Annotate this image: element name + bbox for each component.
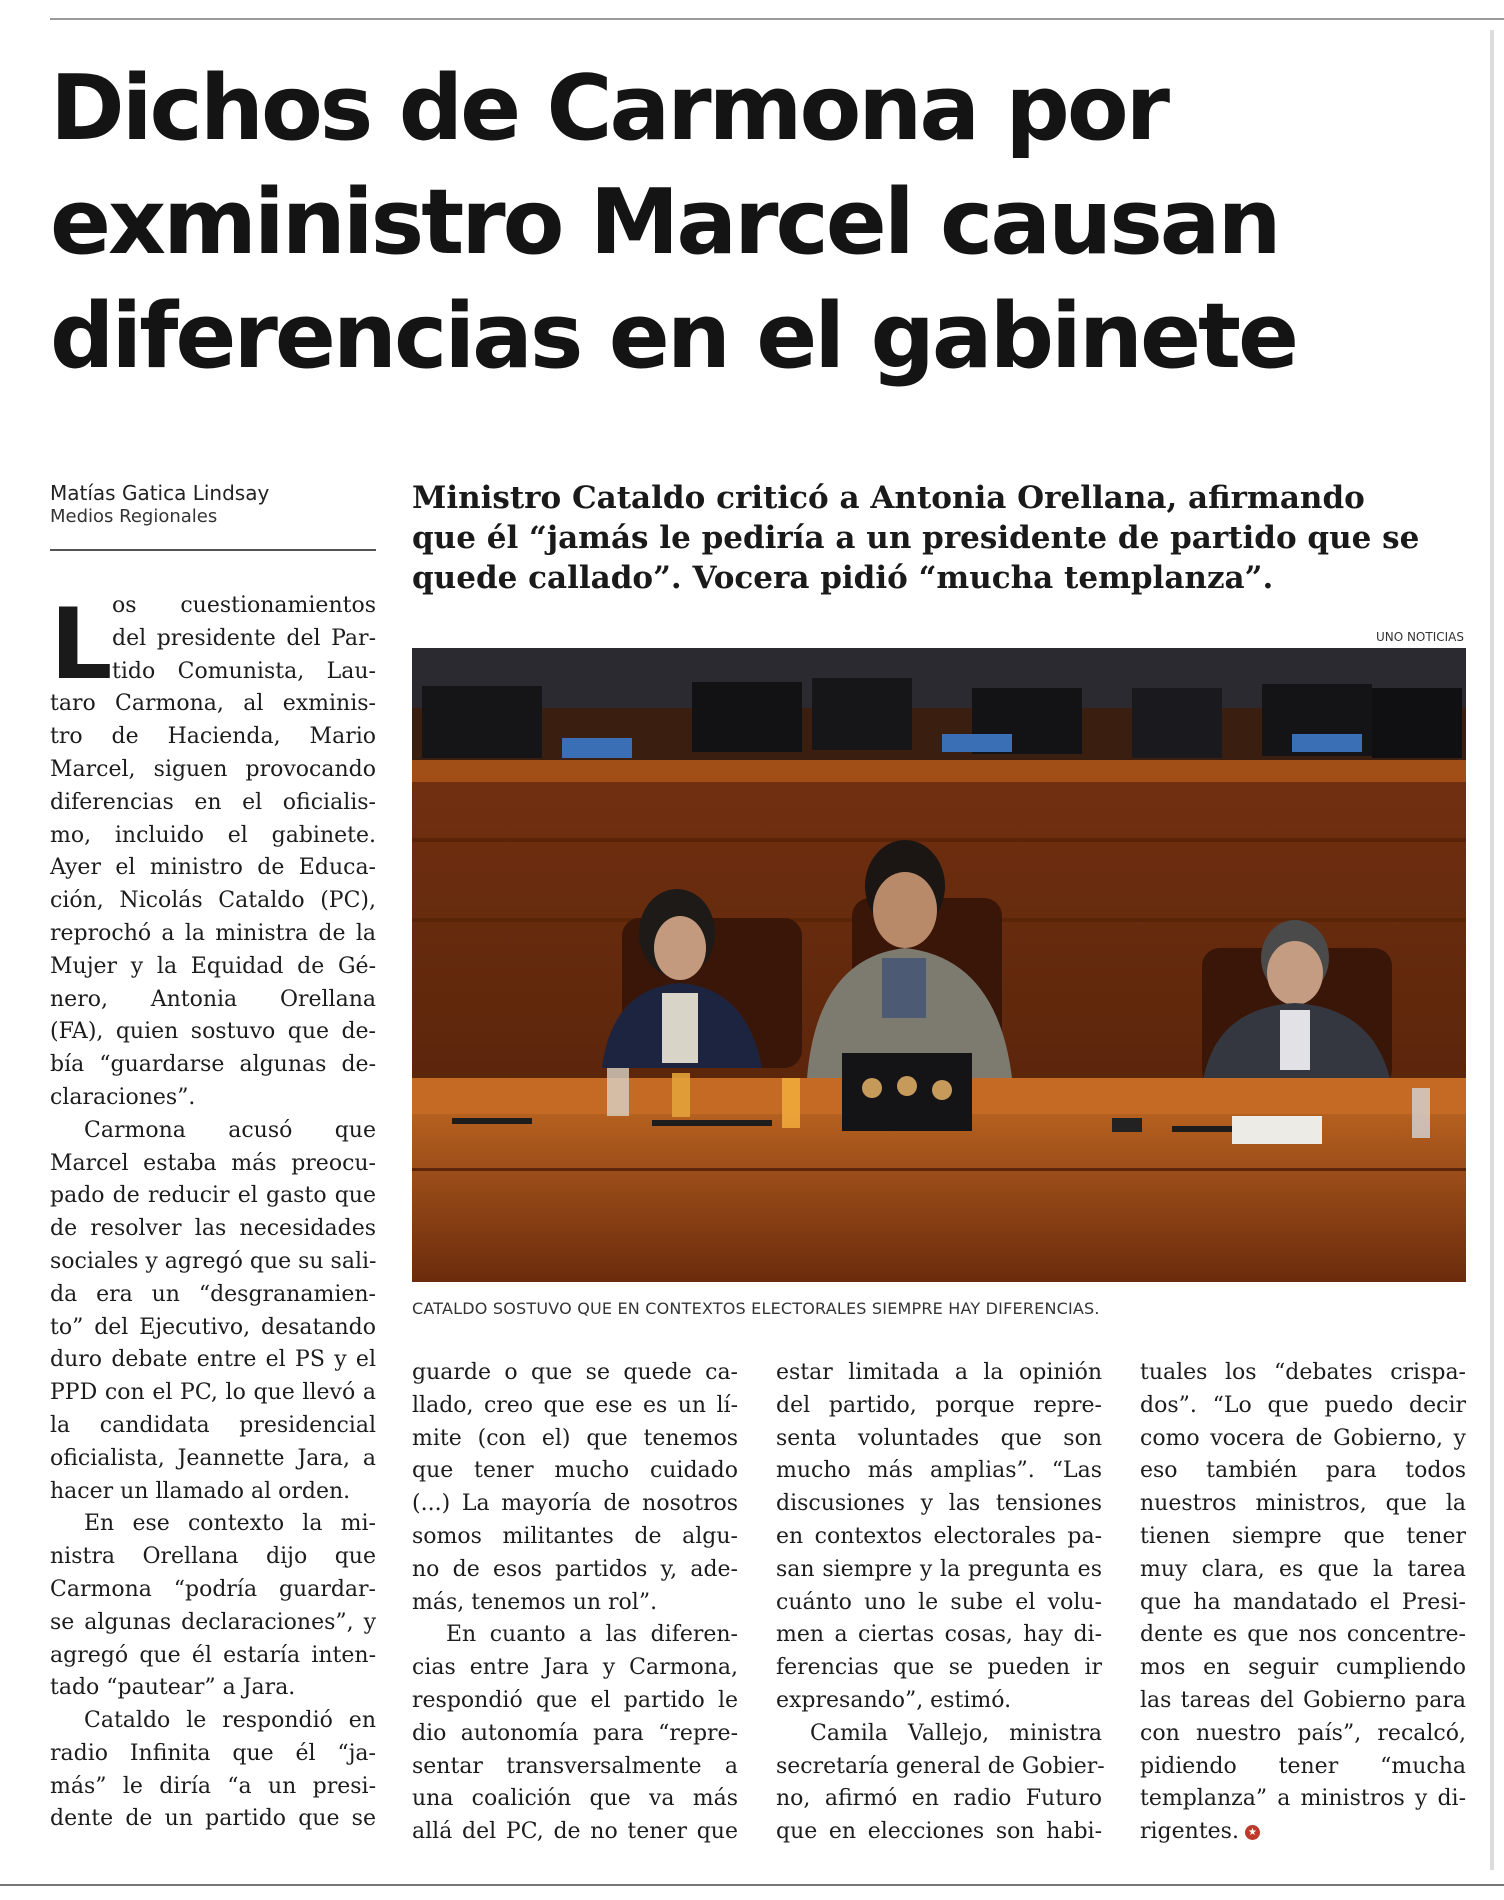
headline-line: Dichos de Carmona por <box>50 56 1168 161</box>
text-line: que ha mandatado el Presi- <box>1140 1589 1466 1615</box>
drop-cap: L <box>50 588 113 702</box>
deck-line: que él “jamás le pediría a un presidente de partido que se <box>412 520 1420 556</box>
text-line: discusiones y las tensiones <box>776 1491 1102 1517</box>
text-line: tienen siempre que tener <box>1140 1523 1466 1549</box>
byline <box>50 481 380 529</box>
text-line: no, afirmó en radio Futuro <box>776 1786 1102 1812</box>
text-line: sentar transversalmente a <box>412 1753 738 1779</box>
text-line: duro debate entre el PS y el <box>50 1347 376 1373</box>
deck-subheadline <box>412 478 1472 598</box>
text-line: con nuestro país”, recalcó, <box>1140 1720 1466 1746</box>
text-line: tuales los “debates crispa- <box>1140 1360 1466 1385</box>
text-line: mucho más amplias”. “Las <box>776 1458 1102 1484</box>
text-line: diferencias en el oficialis- <box>50 789 376 815</box>
text-line: agregó que él estaría inten- <box>50 1642 376 1668</box>
text-line: hacer un llamado al orden. <box>50 1478 351 1504</box>
text-line: da era un “desgranamien- <box>50 1281 376 1307</box>
byline-source: Medios Regionales <box>50 506 218 527</box>
text-line: pado de reducir el gasto que <box>50 1183 376 1209</box>
text-line: En ese contexto la mi- <box>84 1511 376 1537</box>
text-line: templanza” a ministros y di- <box>1140 1786 1466 1812</box>
top-rule <box>50 18 1504 20</box>
text-line: men a ciertas cosas, hay di- <box>776 1622 1102 1648</box>
text-line: bía “guardarse algunas de- <box>50 1052 376 1078</box>
text-line: del partido, porque repre- <box>776 1392 1102 1418</box>
text-line: Cataldo le respondió en <box>84 1708 376 1734</box>
text-line: nuestros ministros, que la <box>1140 1491 1466 1517</box>
text-line: de resolver las necesidades <box>50 1216 376 1242</box>
text-line: Marcel, siguen provocando <box>50 756 376 782</box>
text-line: dio autonomía para “repre- <box>412 1720 738 1746</box>
text-line: las tareas del Gobierno para <box>1140 1687 1466 1713</box>
headline-line: diferencias en el gabinete <box>50 284 1297 389</box>
news-photo <box>412 648 1466 1282</box>
text-line: tido Comunista, Lau- <box>112 658 376 684</box>
text-line: Carmona “podría guardar- <box>50 1576 376 1602</box>
text-line: tro de Hacienda, Mario <box>50 724 376 750</box>
text-line: no de esos partidos y, ade- <box>412 1556 738 1582</box>
text-line: to” del Ejecutivo, desatando <box>50 1314 376 1340</box>
text-line: mo, incluido el gabinete. <box>50 822 376 848</box>
text-line: oficialista, Jeannette Jara, a <box>50 1445 376 1471</box>
text-line: como vocera de Gobierno, y <box>1140 1425 1466 1451</box>
star-circle-icon: ★ <box>1245 1825 1260 1840</box>
text-line: respondió que el partido le <box>412 1687 738 1713</box>
byline-author: Matías Gatica Lindsay <box>50 481 270 505</box>
text-line: PPD con el PC, lo que llevó a <box>50 1380 376 1406</box>
text-line: más” le diría “a un presi- <box>50 1773 376 1799</box>
text-line: En cuanto a las diferen- <box>446 1622 738 1648</box>
text-line: una coalición que va más <box>412 1786 738 1812</box>
text-line: claraciones”. <box>50 1084 196 1110</box>
text-line: radio Infinita que él “ja- <box>50 1740 376 1766</box>
text-line: nero, Antonia Orellana <box>50 986 376 1012</box>
text-line: que tener mucho cuidado <box>412 1458 738 1484</box>
text-line: se algunas declaraciones”, y <box>50 1609 376 1635</box>
photo-caption: CATALDO SOSTUVO QUE EN CONTEXTOS ELECTORALES SIEMPRE HAY DIFERENCIAS. <box>412 1299 1100 1318</box>
text-line: Camila Vallejo, ministra <box>810 1720 1102 1746</box>
text-line: pidiendo tener “mucha <box>1140 1753 1466 1779</box>
article-column-3 <box>776 1357 1105 1849</box>
text-line: secretaría general de Gobier- <box>776 1753 1105 1779</box>
text-line: dente de un partido que se <box>50 1806 376 1832</box>
text-line: os cuestionamientos <box>112 593 376 618</box>
text-line: sociales y agregó que su sali- <box>50 1248 377 1274</box>
text-line: san siempre y la pregunta es <box>776 1556 1102 1582</box>
text-line: estar limitada a la opinión <box>776 1360 1102 1385</box>
text-line: Ayer el ministro de Educa- <box>50 855 376 881</box>
byline-divider <box>50 549 376 551</box>
text-line: ferencias que se pueden ir <box>776 1655 1102 1681</box>
text-line: Carmona acusó que <box>84 1117 376 1143</box>
article-column-2 <box>412 1357 738 1849</box>
text-line: Mujer y la Equidad de Gé- <box>50 953 376 979</box>
text-line: más, tenemos un rol”. <box>412 1589 658 1615</box>
deck-line: Ministro Cataldo criticó a Antonia Orellana, afirmando <box>412 480 1365 516</box>
page-edge-strip <box>1490 30 1494 1870</box>
text-line: Marcel estaba más preocu- <box>50 1150 376 1176</box>
text-line: ción, Nicolás Cataldo (PC), <box>50 888 376 914</box>
text-line: expresando”, estimó. <box>776 1687 1012 1713</box>
text-line: en contextos electorales pa- <box>776 1523 1102 1549</box>
text-line: guarde o que se quede ca- <box>412 1360 738 1385</box>
text-line: que en elecciones son habi- <box>776 1819 1102 1845</box>
text-line: allá del PC, de no tener que <box>412 1819 738 1845</box>
text-line: rigentes. <box>1140 1819 1239 1845</box>
text-line: reprochó a la ministra de la <box>50 920 376 946</box>
text-line: (FA), quien sostuvo que de- <box>50 1019 376 1045</box>
text-line: mite (con el) que tenemos <box>412 1425 738 1451</box>
article-column-4 <box>1140 1357 1466 1849</box>
text-line: dente es que nos concentre- <box>1140 1622 1466 1648</box>
text-line: somos militantes de algu- <box>412 1523 738 1549</box>
text-line: mos en seguir cumpliendo <box>1140 1655 1466 1681</box>
text-line: del presidente del Par- <box>112 625 376 651</box>
text-line: taro Carmona, al exminis- <box>50 691 376 717</box>
text-line: llado, creo que ese es un lí- <box>412 1392 738 1418</box>
text-line: dos”. “Lo que puedo decir <box>1140 1392 1466 1418</box>
text-line: muy clara, es que la tarea <box>1140 1556 1466 1582</box>
text-line: la candidata presidencial <box>50 1412 376 1438</box>
text-line-last <box>1140 1816 1466 1849</box>
text-line: nistra Orellana dijo que <box>50 1544 376 1570</box>
headline-line: exministro Marcel causan <box>50 170 1279 275</box>
text-line: (...) La mayoría de nosotros <box>412 1491 738 1517</box>
deck-line: quede callado”. Vocera pidió “mucha templanza”. <box>412 560 1274 596</box>
text-line: eso también para todos <box>1140 1458 1466 1484</box>
text-line: cuánto uno le sube el volu- <box>776 1589 1102 1615</box>
text-line: tado “pautear” a Jara. <box>50 1675 296 1701</box>
bottom-rule <box>0 1884 1504 1886</box>
text-line: cias entre Jara y Carmona, <box>412 1655 738 1681</box>
photo-credit: UNO NOTICIAS <box>1375 630 1464 644</box>
headline <box>50 52 1480 394</box>
text-line: senta voluntades que son <box>776 1425 1102 1451</box>
article-column-1 <box>50 590 376 1836</box>
